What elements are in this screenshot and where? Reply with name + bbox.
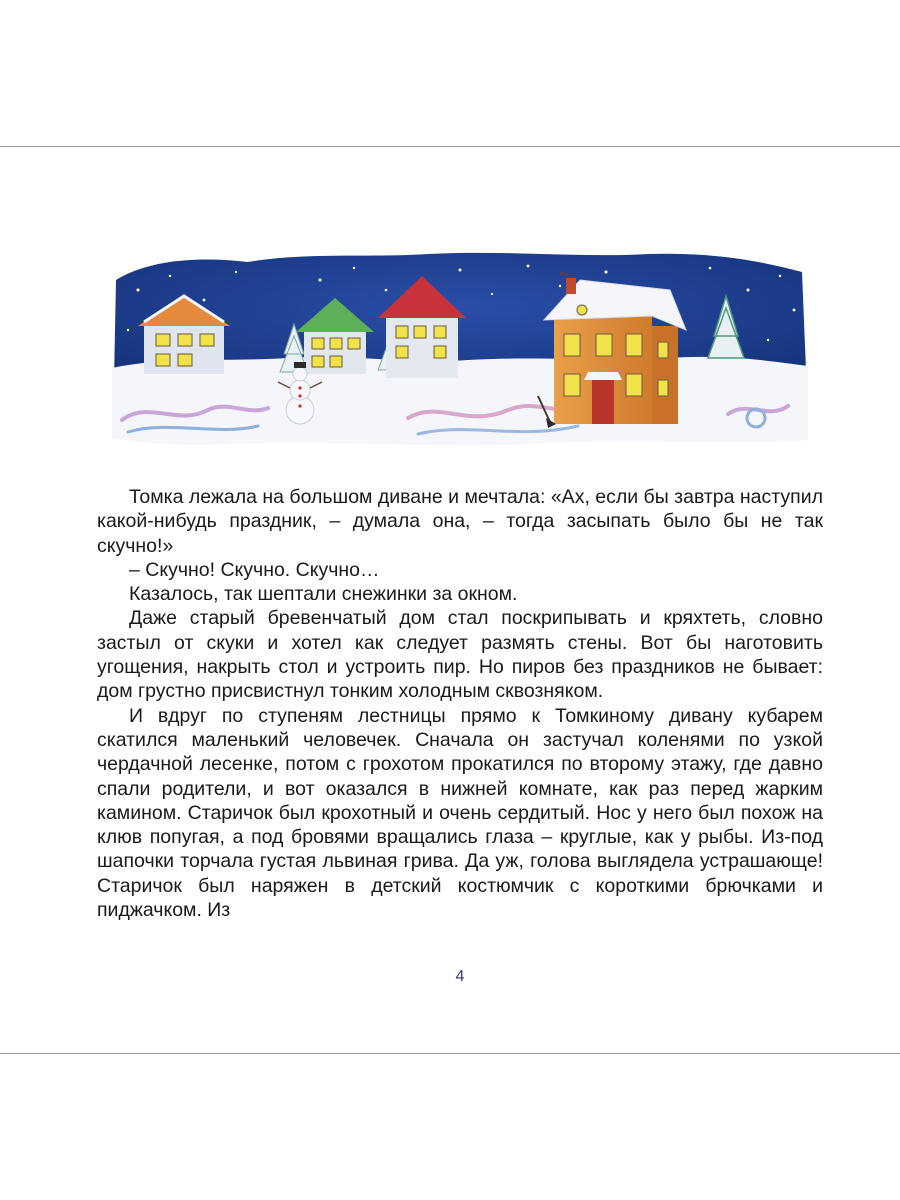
story-paragraph: Даже старый бревенчатый дом стал поскрипывать и кряхтеть, словно застыл от скуки и хотел как следует размять стены. Вот бы наготовить угощения, накрыть стол и устроить пир. Но пиров без праздников не бывает: дом грустно присвистнул тонким холодным сквозняком. [97,607,823,703]
page-number: 4 [455,968,465,985]
story-paragraph: И вдруг по ступеням лестницы прямо к Томкиному дивану кубарем скатился маленький человечек. Сначала он застучал коленями по узкой чердачной лесенке, потом с грохотом прокатился по второму этажу, где давно спали родители, и вот оказался в нижней комнате, как раз перед жарким камином. Старичок был крохотный и очень сердитый. Нос у него был похож на клюв попугая, а под бровями вращались глаза – круглые, как у рыбы. Из-под шапочки торчала густая львиная грива. Да уж, голова выглядела устрашающе! Старичок был наряжен в детский костюмчик с короткими брючками и пиджачком. Из [97,704,823,922]
winter-village-svg [108,250,810,450]
story-paragraph: – Скучно! Скучно. Скучно… [129,558,380,581]
story-paragraph: Казалось, так шептали снежинки за окном. [129,583,518,606]
bottom-rule [0,1053,900,1054]
story-paragraph: Томка лежала на большом диване и мечтала: «Ах, если бы завтра наступил какой-нибудь праздник, – думала она, – тогда засыпать было бы не так скучно!» [97,486,824,557]
top-rule [0,146,900,147]
winter-village-illustration [108,250,810,450]
story-text [97,485,823,922]
